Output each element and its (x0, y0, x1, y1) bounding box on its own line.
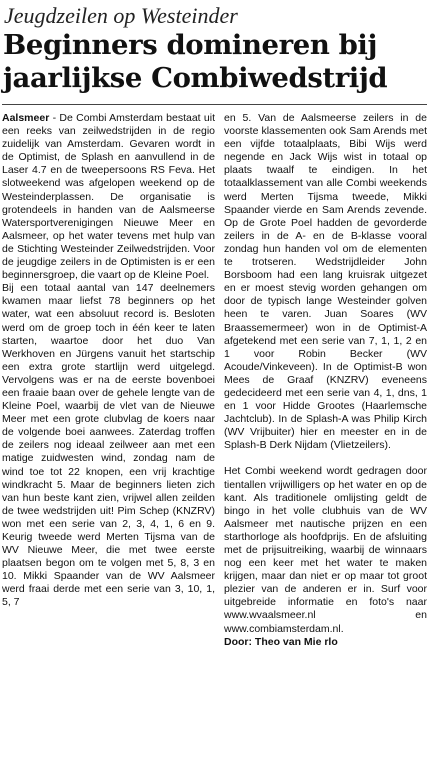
dateline: Aalsmeer (2, 112, 50, 124)
paragraph-results-part1: Bij een totaal aantal van 147 deelnemers kwamen maar liefst 78 beginners op het water, wat een absoluut record is. Besloten werd om de groep toch in één keer te laten starten, waartoe door het duo Van Werkhoven en Jürgens vanuit het startschip een extra grote startlijn werd uitgelegd. Vervolgens was er na de eerste bovenboei een fraaie baan over de gehele lengte van de Kleine Poel, waarbij de vlet van de Nieuwe Meer met een grote clubvlag de koers naar de volgende boei aanwees. Zaterdag troffen de zeilers nog ideaal zeilweer aan met een matige zuidwesten wind, zondag nam de wind toe tot 22 knopen, een vrij krachtige windkracht 5. Maar de beginners lieten zich van hun beste kant zien, vrijwel allen zeilden de twee wedstrijden uit! Pim Schep (KNZRV) won met een serie van 2, 3, 4, 1, 6 en 9. Keurig tweede werd Merten Tijsma van de WV Nieuwe Meer, die met twee eerste plaatsen begon om te volgen met 5, 8, 3 en 10. Mikki Spaander van de WV Aalsmeer werd fraai derde met een serie van 3, 10, 1, 5, 7 (2, 282, 215, 609)
headline-divider (2, 104, 427, 105)
paragraph-intro (2, 112, 215, 282)
article-body-right-column (224, 112, 427, 649)
article-body-left-column (2, 112, 215, 610)
headline-line-2: jaarlijkse Combiwedstrijd (3, 62, 388, 94)
paragraph-results-part2: en 5. Van de Aalsmeerse zeilers in de voorste klassementen ook Sam Arends met een vijfde totaalplaats, Bibi Wijs werd negende en Jack Wijs wist in totaal op plaats twaalf te eindigen. In het totaalklassement van alle Combi weekends werd Merten Tijsma tweede, Mikki Spaander vierde en Sam Arends zevende. Op de Grote Poel hadden de gevorderde zeilers in de A- en de B-klasse vooral zondag hun handen vol om de elementen te trotseren. Wedstrijdleider John Borsboom had een lang kruisrak uitgezet en er moest stevig worden gehangen om door de typisch lange Westeinder golven heen te varen. Juan Soares (WV Braassemermeer) won in de Optimist-A afgetekend met een serie van 7, 1, 1, 2 en 1 voor Robin Becker (WV Acoude/Vinkeveen). In de Optimist-B won Mees de Graaf (KNZRV) eveneens gedecideerd met een serie van 4, 1, dns, 1 en 1 voor Hidde Grootes (Haarlemsche Jachtclub). In de Splash-A was Philip Kirch (WV Vrijbuiter) hier en meester en in de Splash-B Derk Nijdam (Vlietzeilers). (224, 112, 427, 452)
article-headline (3, 29, 427, 95)
article-kicker: Jeugdzeilen op Westeinder (4, 3, 238, 28)
paragraph-intro-text: - De Combi Amsterdam bestaat uit een reeks van zeilwedstrijden in de regio zuidelijk van Amsterdam. Gevaren wordt in de Optimist, de Splash en aanvullend in de Laser 4.7 en de tweepersoons RS Feva. Het slotweekend was afgelopen weekend op de Westeinderplassen. De organisatie is grotendeels in handen van de Aalsmeerse Watersportverenigingen Nieuwe Meer en Aalsmeer, op het water tevens met hulp van de Stichting Westeinder Zeilwedstrijden. Voor de jeugdige zeilers in de Optimisten is er een beginnersgroep, die vaart op de Kleine Poel. (2, 112, 215, 282)
byline: Door: Theo van Mie rlo (224, 635, 338, 648)
headline-line-1: Beginners domineren bij (3, 29, 378, 61)
paragraph-volunteers: Het Combi weekend wordt gedragen door tientallen vrijwilligers op het water en op de kant. Als traditionele omlijsting geldt de bingo in het volle clubhuis van de WV Aalsmeer met nautische prijzen en een starthorloge als hoofdprijs. En de afsluiting met de prijsuitreiking, waarbij de winnaars nog een keer met het water te maken krijgen, maar dan niet er op maar tot groot plezier van de anderen er in. Surf voor uitgebreide informatie en foto's naar www.wvaalsmeer.nl en www.combiamsterdam.nl. (224, 465, 427, 635)
